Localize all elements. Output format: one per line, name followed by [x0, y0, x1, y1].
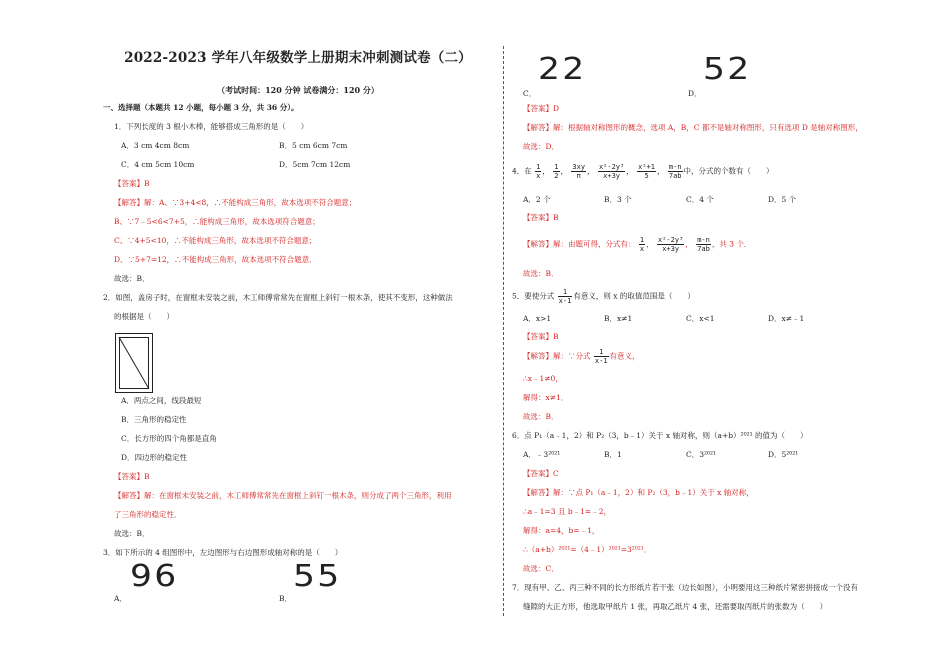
q4-exp-fraction-2: $\frac{\text{x²-2y³}}{x+3y}$	[658, 236, 684, 253]
q1-explanation-4: D、∵5+7=12，∴不能构成三角形，故本选项不符合题意．	[114, 255, 317, 264]
q1-conclusion: 故选：B．	[114, 274, 150, 283]
q2-option-c: C．长方形的四个角都是直角	[121, 434, 217, 443]
q2-option-a: A．两点之间，线段最短	[121, 396, 202, 405]
q4-fraction-2: $\frac{1}{2}$	[554, 163, 559, 180]
q6-option-a: A．﹣3²⁰²¹	[523, 450, 561, 459]
q5-option-b: B．x≠1	[604, 314, 633, 323]
q5-explanation-1: 【解答】解：∵分式 $\frac{1}{x-1}$ 有意义，	[523, 348, 640, 365]
q4-answer: 【答案】B	[523, 213, 559, 222]
q6-answer: 【答案】C	[523, 469, 559, 478]
q3-figure-b: 55	[293, 559, 342, 594]
q1-explanation-3: C、∵4+5<10，∴不能构成三角形，故本选项不符合题意；	[114, 236, 317, 245]
q4-option-a: A．2 个	[523, 195, 551, 204]
q4-fraction-6: $\frac{m-n}{7ab}$	[668, 163, 682, 180]
q4-option-b: B．3 个	[604, 195, 632, 204]
q4-fraction-3: $\frac{3xy}{\pi}$	[572, 163, 586, 180]
q1-option-d: D．5cm 7cm 12cm	[279, 160, 351, 169]
q5-option-c: C．x<1	[686, 314, 715, 323]
q1-option-c: C．4 cm 5cm 10cm	[121, 160, 195, 169]
q6-option-c: C．3²⁰²¹	[686, 450, 717, 459]
q6-option-d: D．5²⁰²¹	[768, 450, 799, 459]
q2-explanation-2: 了三角形的稳定性．	[114, 510, 182, 519]
q6-explanation-3: 解得：a=4，b=﹣1，	[523, 526, 600, 535]
section-heading: 一、选择题（本题共 12 小题，每小题 3 分，共 36 分）。	[103, 103, 299, 112]
q6-explanation-4: ∴（a+b）²⁰²¹=（4﹣1）²⁰²¹=3²⁰²¹．	[523, 545, 652, 554]
q5-explanation-2: ∴x﹣1≠0，	[523, 374, 563, 383]
q2-option-b: B．三角形的稳定性	[121, 415, 187, 424]
q3-figure-a: 96	[130, 559, 179, 594]
q1-option-a: A．3 cm 4cm 8cm	[121, 141, 190, 150]
q5-conclusion: 故选：B．	[523, 412, 559, 421]
q5-option-d: D．x≠﹣1	[768, 314, 805, 323]
q1-answer: 【答案】B	[114, 179, 150, 188]
q2-stem-1: 2．如图，盖房子时，在窗框未安装之前，木工师傅常常先在窗框上斜钉一根木条，使其不变形，这种做法	[103, 293, 453, 302]
q2-stem-2: 的根据是（ ）	[114, 312, 174, 321]
q5-fraction: $\frac{1}{x-1}$	[558, 288, 572, 305]
q1-explanation-1: 【解答】解：A、∵3+4<8，∴不能构成三角形，故本选项不符合题意；	[114, 198, 357, 207]
q6-stem: 6．点 P₁（a﹣1，2）和 P₂（3，b﹣1）关于 x 轴对称，则（a+b）²⁰²¹ 的值为（ ）	[512, 431, 808, 440]
q4-exp-fraction-1: $\frac{1}{x}$	[639, 236, 645, 253]
q4-prefix: 4．在	[512, 166, 532, 176]
q5-answer: 【答案】B	[523, 332, 559, 341]
q5-stem: 5．要使分式 $\frac{1}{x-1}$ 有意义，则 x 的取值范围是（ ）	[512, 288, 695, 305]
q7-stem-2: 缝隙的大正方形，他选取甲纸片 1 张，再取乙纸片 4 张，还需要取丙纸片的张数为（ ）	[523, 602, 828, 611]
q4-option-c: C．4 个	[686, 195, 714, 204]
q3-option-d: D．	[688, 89, 702, 98]
q4-fraction-4: $\frac{\text{x²-2y³}}{x+3y}$	[598, 163, 625, 180]
q7-stem-1: 7．现有甲、乙、丙三种不同的长方形纸片若干张（边长如图），小明要用这三种纸片紧密拼接成一个没有	[512, 583, 859, 592]
window-frame-figure	[115, 333, 153, 393]
q2-answer: 【答案】B	[114, 472, 150, 481]
q6-conclusion: 故选：C．	[523, 564, 559, 573]
diagonal-brace	[116, 334, 152, 392]
q4-suffix: 中，分式的个数有（ ）	[683, 166, 774, 176]
q2-conclusion: 故选：B．	[114, 529, 150, 538]
q5-explanation-3: 解得：x≠1．	[523, 393, 569, 402]
q4-exp-fraction-3: $\frac{m-n}{7ab}$	[697, 236, 710, 253]
q1-stem: 1．下列长度的 3 根小木棒，能够搭成三角形的是（ ）	[114, 122, 309, 131]
q3-conclusion: 故选：D．	[523, 142, 560, 151]
q3-stem: 3．如下所示的 4 组图形中，左边图形与右边图形成轴对称的是（ ）	[103, 548, 343, 557]
q6-explanation-2: ∴a﹣1=3 且 b﹣1=﹣2，	[523, 507, 611, 516]
q3-figure-d: 52	[703, 52, 752, 87]
q4-option-d: D．5 个	[768, 195, 797, 204]
q4-fraction-1: $\frac{1}{x}$	[536, 163, 541, 180]
q3-option-a: A．	[114, 594, 127, 603]
q2-explanation-1: 【解答】解：在窗框未安装之前，木工师傅常常先在窗框上斜钉一根木条，则分成了两个三角形，利用	[114, 491, 452, 500]
q4-fraction-5: $\frac{\text{x²+1}}{5}$	[638, 163, 655, 180]
q3-option-c: C．	[523, 89, 537, 98]
q3-figure-c: 22	[538, 52, 587, 87]
page-title: 2022-2023 学年八年级数学上册期末冲刺测试卷（二）	[124, 50, 472, 66]
q5-exp-fraction: $\frac{1}{x-1}$	[594, 348, 608, 365]
q4-explanation: 【解答】解：由题可得，分式有： $\frac{1}{x}$ ， $\frac{\text{x²-2y³}}{x+3y}$ ， $\frac{m-n}{7ab}$ ，共 3 个．	[523, 236, 752, 253]
q3-explanation: 【解答】解：根据轴对称图形的概念，选项 A，B，C 都不是轴对称图形，只有选项 D 是轴对称图形，	[523, 123, 863, 132]
q4-stem: 4．在 $\frac{1}{x}$ ， $\frac{1}{2}$ ， $\frac{3xy}{\pi}$ ， $\frac{\text{x²-2y³}}{x+3y}$ ， $\frac{\text{x²+1}}{5}$ ， $\frac{m-n}{7ab}$ 中，分式的个数有（ ）	[512, 163, 774, 180]
q1-option-b: B．5 cm 6cm 7cm	[279, 141, 348, 150]
q4-conclusion: 故选：B．	[523, 269, 559, 278]
q2-option-d: D．四边形的稳定性	[121, 453, 188, 462]
q5-option-a: A．x>1	[523, 314, 552, 323]
q3-option-b: B．	[279, 594, 293, 603]
q3-answer: 【答案】D	[523, 104, 560, 113]
column-divider	[503, 46, 504, 616]
q6-option-b: B．1	[604, 450, 622, 459]
q6-explanation-1: 【解答】解：∵点 P₁（a﹣1，2）和 P₂（3，b﹣1）关于 x 轴对称，	[523, 488, 754, 497]
exam-info: （考试时间：120 分钟 试卷满分：120 分）	[217, 85, 379, 95]
q1-explanation-2: B、∵7﹣5<6<7+5，∴能构成三角形，故本选项符合题意；	[114, 217, 320, 226]
